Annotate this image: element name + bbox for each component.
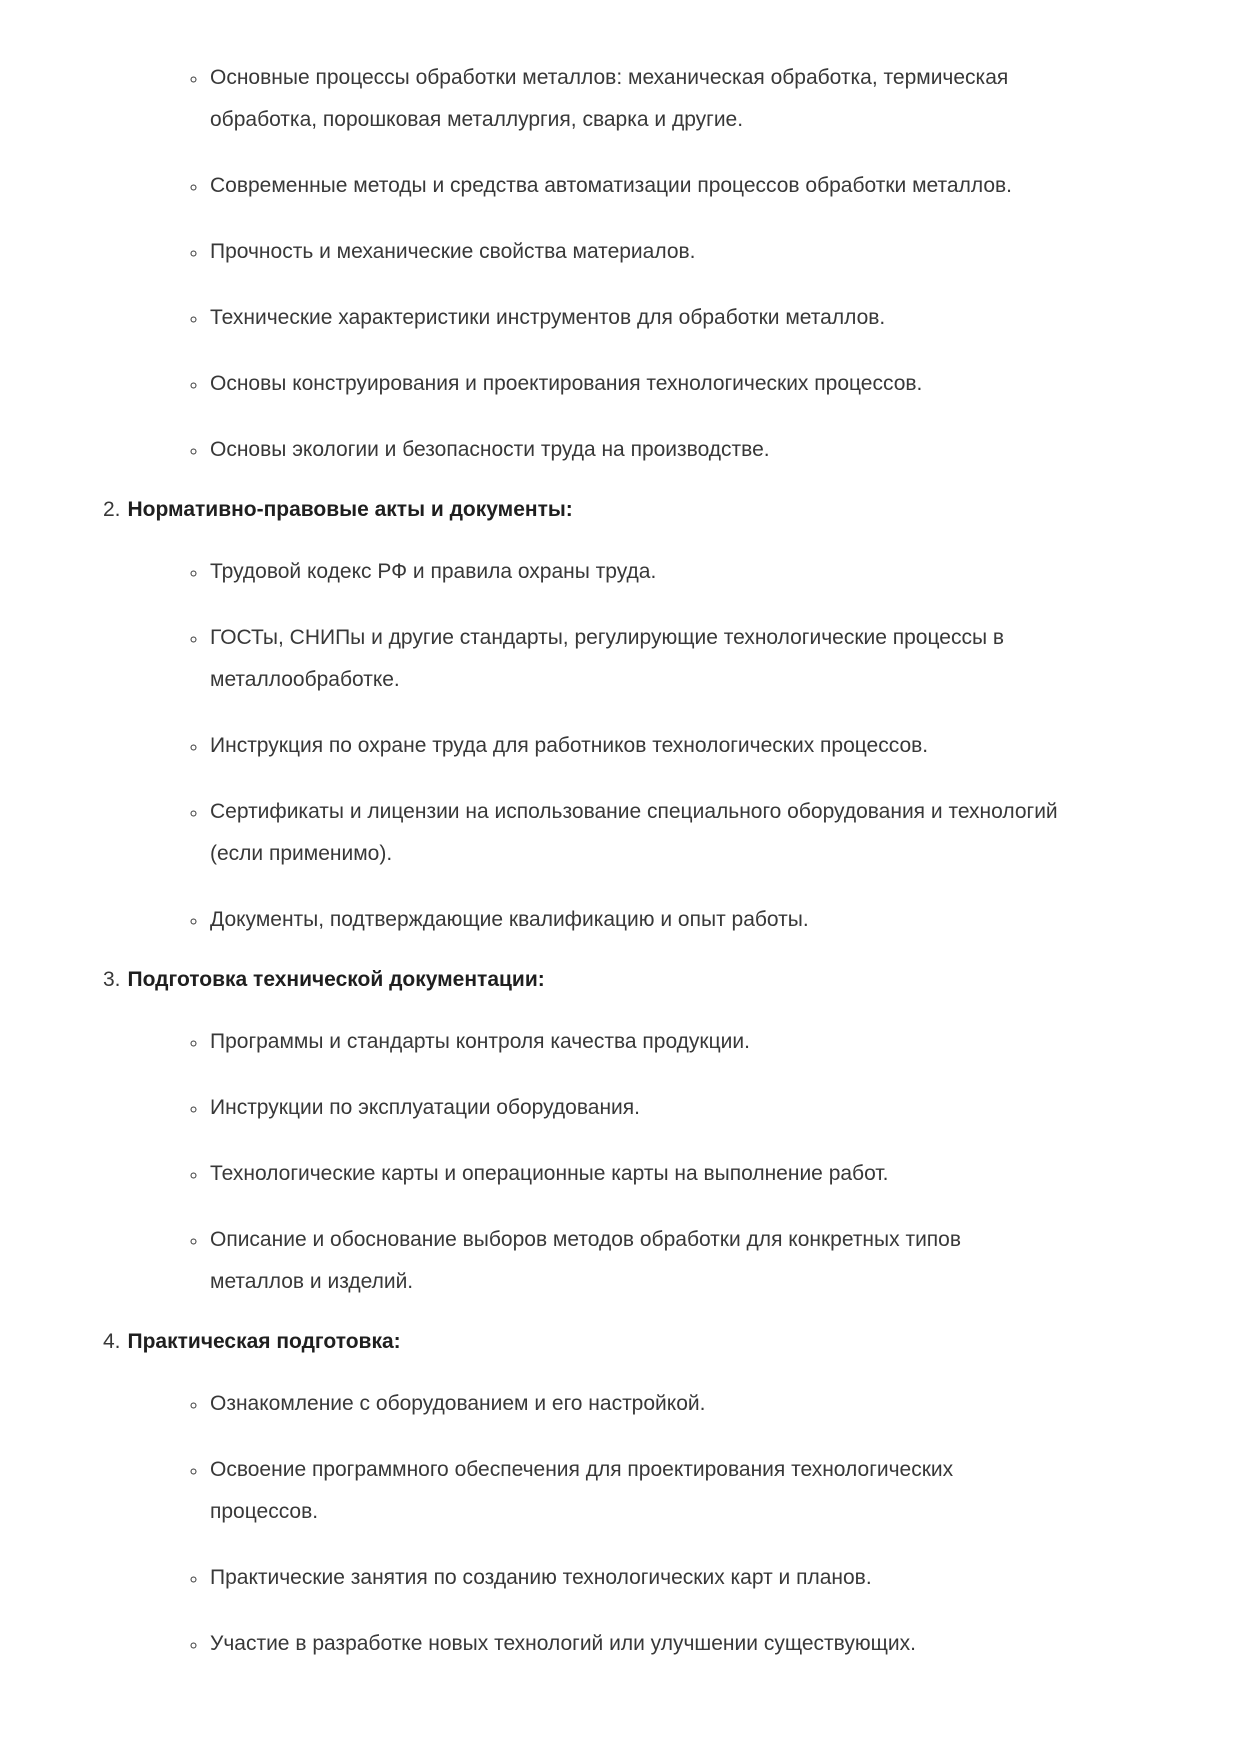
section-heading xyxy=(103,1321,1139,1363)
numbered-sections xyxy=(103,489,1139,1665)
list-item: ◦ Основы конструирования и проектирования технологических процессов. xyxy=(208,363,1060,405)
list-item: ◦ Технические характеристики инструментов для обработки металлов. xyxy=(208,297,1060,339)
section-bullet-list xyxy=(103,551,1139,941)
section-heading xyxy=(103,489,1139,531)
list-item: ◦ ГОСТы, СНИПы и другие стандарты, регулирующие технологические процессы в металлообработке. xyxy=(208,617,1060,701)
list-item: ◦ Основные процессы обработки металлов: механическая обработка, термическая обработка, порошковая металлургия, сварка и другие. xyxy=(208,57,1060,141)
list-item: ◦ Ознакомление с оборудованием и его настройкой. xyxy=(208,1383,1060,1425)
section-number: 4. xyxy=(103,1330,121,1353)
section-number: 3. xyxy=(103,968,121,991)
section-number: 2. xyxy=(103,498,121,521)
intro-bullet-list xyxy=(103,57,1139,471)
list-item: ◦ Технологические карты и операционные карты на выполнение работ. xyxy=(208,1153,1060,1195)
section-title: Практическая подготовка: xyxy=(127,1330,401,1353)
list-item: ◦ Инструкции по эксплуатации оборудования. xyxy=(208,1087,1060,1129)
numbered-section xyxy=(103,1321,1139,1665)
list-item: ◦ Практические занятия по созданию технологических карт и планов. xyxy=(208,1557,1060,1599)
list-item: ◦ Инструкция по охране труда для работников технологических процессов. xyxy=(208,725,1060,767)
list-item: ◦ Трудовой кодекс РФ и правила охраны труда. xyxy=(208,551,1060,593)
section-bullet-list xyxy=(103,1021,1139,1303)
list-item: ◦ Современные методы и средства автоматизации процессов обработки металлов. xyxy=(208,165,1060,207)
list-item: ◦ Основы экологии и безопасности труда на производстве. xyxy=(208,429,1060,471)
numbered-section xyxy=(103,489,1139,941)
list-item: ◦ Описание и обоснование выборов методов обработки для конкретных типов металлов и изделий. xyxy=(208,1219,1060,1303)
list-item: ◦ Документы, подтверждающие квалификацию и опыт работы. xyxy=(208,899,1060,941)
section-heading xyxy=(103,959,1139,1001)
section-bullet-list xyxy=(103,1383,1139,1665)
section-title: Подготовка технической документации: xyxy=(127,968,545,991)
list-item: ◦ Участие в разработке новых технологий или улучшении существующих. xyxy=(208,1623,1060,1665)
list-item: ◦ Программы и стандарты контроля качества продукции. xyxy=(208,1021,1060,1063)
list-item: ◦ Сертификаты и лицензии на использование специального оборудования и технологий (если применимо). xyxy=(208,791,1060,875)
section-title: Нормативно-правовые акты и документы: xyxy=(127,498,573,521)
numbered-section xyxy=(103,959,1139,1303)
list-item: ◦ Освоение программного обеспечения для проектирования технологических процессов. xyxy=(208,1449,1060,1533)
list-item: ◦ Прочность и механические свойства материалов. xyxy=(208,231,1060,273)
